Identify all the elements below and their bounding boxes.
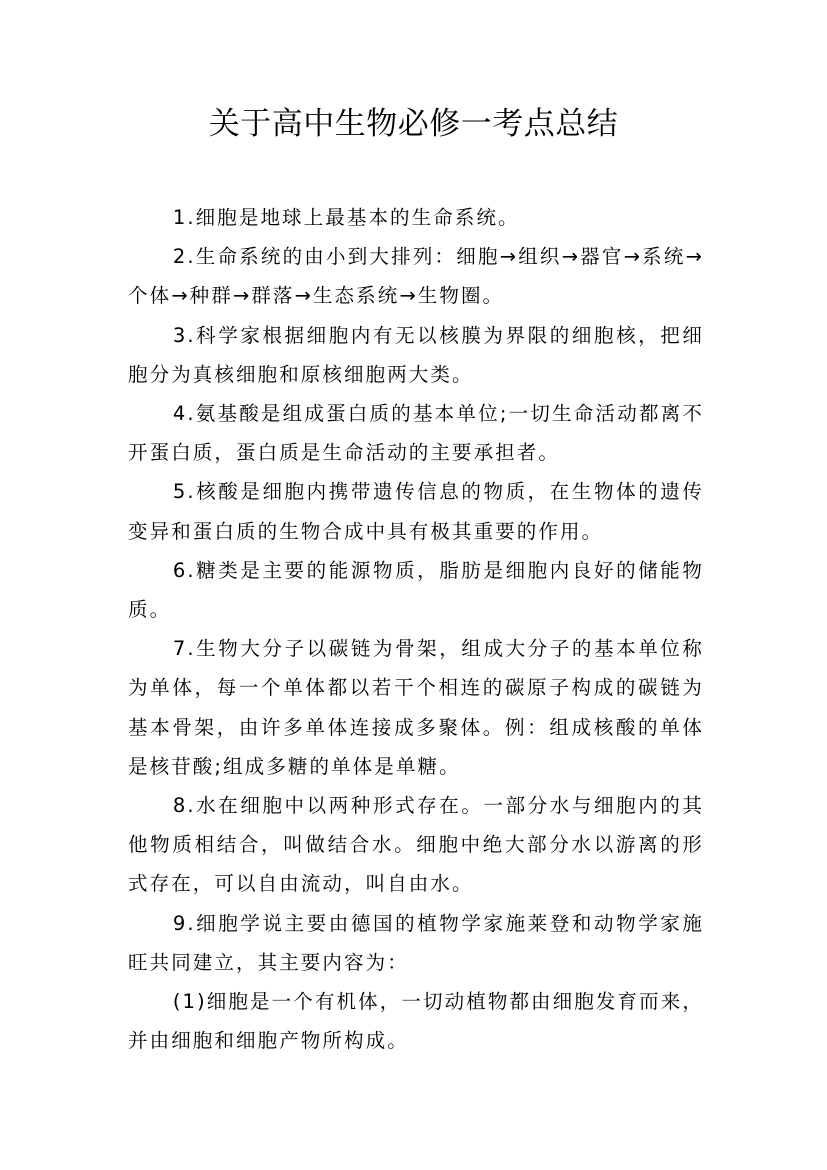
document-body [128, 198, 704, 1060]
paragraph-8: 8.水在细胞中以两种形式存在。一部分水与细胞内的其他物质相结合，叫做结合水。细胞中绝大部分水以游离的形式存在，可以自由流动，叫自由水。 [128, 794, 704, 896]
paragraph-9: 9.细胞学说主要由德国的植物学家施莱登和动物学家施旺共同建立，其主要内容为： [128, 911, 704, 974]
paragraph-3: 3.科学家根据细胞内有无以核膜为界限的细胞核，把细胞分为真核细胞和原核细胞两大类。 [128, 323, 704, 386]
paragraph-2: 2.生命系统的由小到大排列：细胞→组织→器官→系统→个体→种群→群落→生态系统→生物圈。 [128, 245, 704, 308]
page-title: 关于高中生物必修一考点总结 [208, 106, 619, 142]
paragraph-4: 4.氨基酸是组成蛋白质的基本单位;一切生命活动都离不开蛋白质，蛋白质是生命活动的主要承担者。 [128, 402, 704, 465]
paragraph-6: 6.糖类是主要的能源物质，脂肪是细胞内良好的储能物质。 [128, 558, 704, 622]
paragraph-5: 5.核酸是细胞内携带遗传信息的物质，在生物体的遗传变异和蛋白质的生物合成中具有极其重要的作用。 [128, 480, 704, 543]
paragraph-9-item-1: (1)细胞是一个有机体，一切动植物都由细胞发育而来，并由细胞和细胞产物所构成。 [128, 990, 704, 1053]
paragraph-7: 7.生物大分子以碳链为骨架，组成大分子的基本单位称为单体，每一个单体都以若干个相连的碳原子构成的碳链为基本骨架，由许多单体连接成多聚体。例：组成核酸的单体是核苷酸;组成多糖的单体是单糖。 [128, 637, 704, 778]
paragraph-1: 1.细胞是地球上最基本的生命系统。 [172, 206, 520, 229]
